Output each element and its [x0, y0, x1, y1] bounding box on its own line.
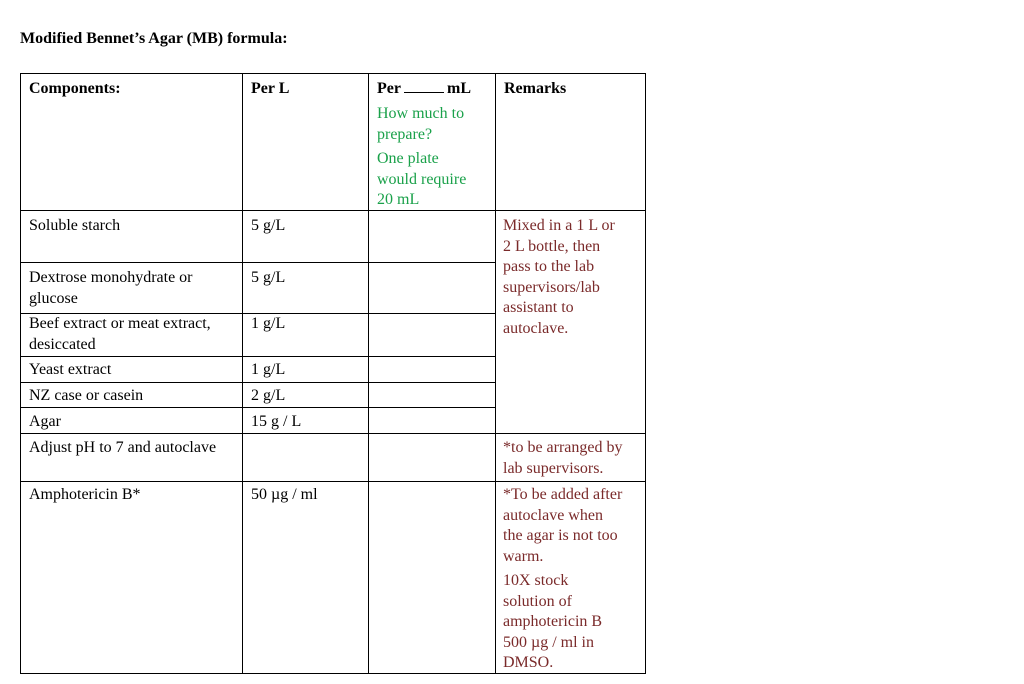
component-agar: Agar — [29, 413, 61, 430]
column-divider — [242, 73, 243, 673]
header-remarks: Remarks — [504, 80, 567, 97]
header-components: Components: — [29, 80, 121, 97]
row-divider — [20, 356, 495, 357]
row-divider — [20, 407, 495, 408]
component-soluble-starch: Soluble starch — [29, 217, 121, 234]
component-nz-case: NZ case or casein — [29, 387, 144, 404]
per-ml-note: How much to prepare? One plate would require 20 mL — [377, 105, 467, 208]
component-yeast-extract: Yeast extract — [29, 361, 112, 378]
column-divider — [495, 73, 496, 673]
column-divider — [368, 73, 369, 673]
remark-mixing: Mixed in a 1 L or 2 L bottle, then pass to the lab supervisors/lab assistant to autoclave. — [503, 217, 615, 337]
per-l-value: 1 g/L — [251, 361, 286, 378]
per-l-value: 15 g / L — [251, 413, 302, 430]
component-adjust-ph: Adjust pH to 7 and autoclave — [29, 439, 217, 456]
row-divider — [20, 481, 646, 482]
per-l-value: 1 g/L — [251, 315, 286, 332]
row-divider — [20, 210, 646, 211]
per-l-value: 50 µg / ml — [251, 486, 318, 503]
page-title: Modified Bennet’s Agar (MB) formula: — [20, 30, 288, 47]
row-divider — [20, 382, 495, 383]
header-per-ml: Per mL — [377, 80, 471, 97]
header-per-l: Per L — [251, 80, 290, 97]
row-divider — [20, 262, 495, 263]
remark-amphotericin: *To be added after autoclave when the agar is not too warm. 10X stock solution of amphotericin B 500 µg / ml in DMSO. — [503, 486, 623, 671]
per-l-value: 2 g/L — [251, 387, 286, 404]
component-beef-extract: Beef extract or meat extract, desiccated — [29, 315, 211, 353]
per-l-value: 5 g/L — [251, 217, 286, 234]
blank-line — [404, 80, 444, 93]
remark-ph: *to be arranged by lab supervisors. — [503, 439, 623, 477]
row-divider — [20, 433, 646, 434]
component-dextrose: Dextrose monohydrate or glucose — [29, 269, 193, 307]
component-amphotericin: Amphotericin B* — [29, 486, 141, 503]
per-l-value: 5 g/L — [251, 269, 286, 286]
